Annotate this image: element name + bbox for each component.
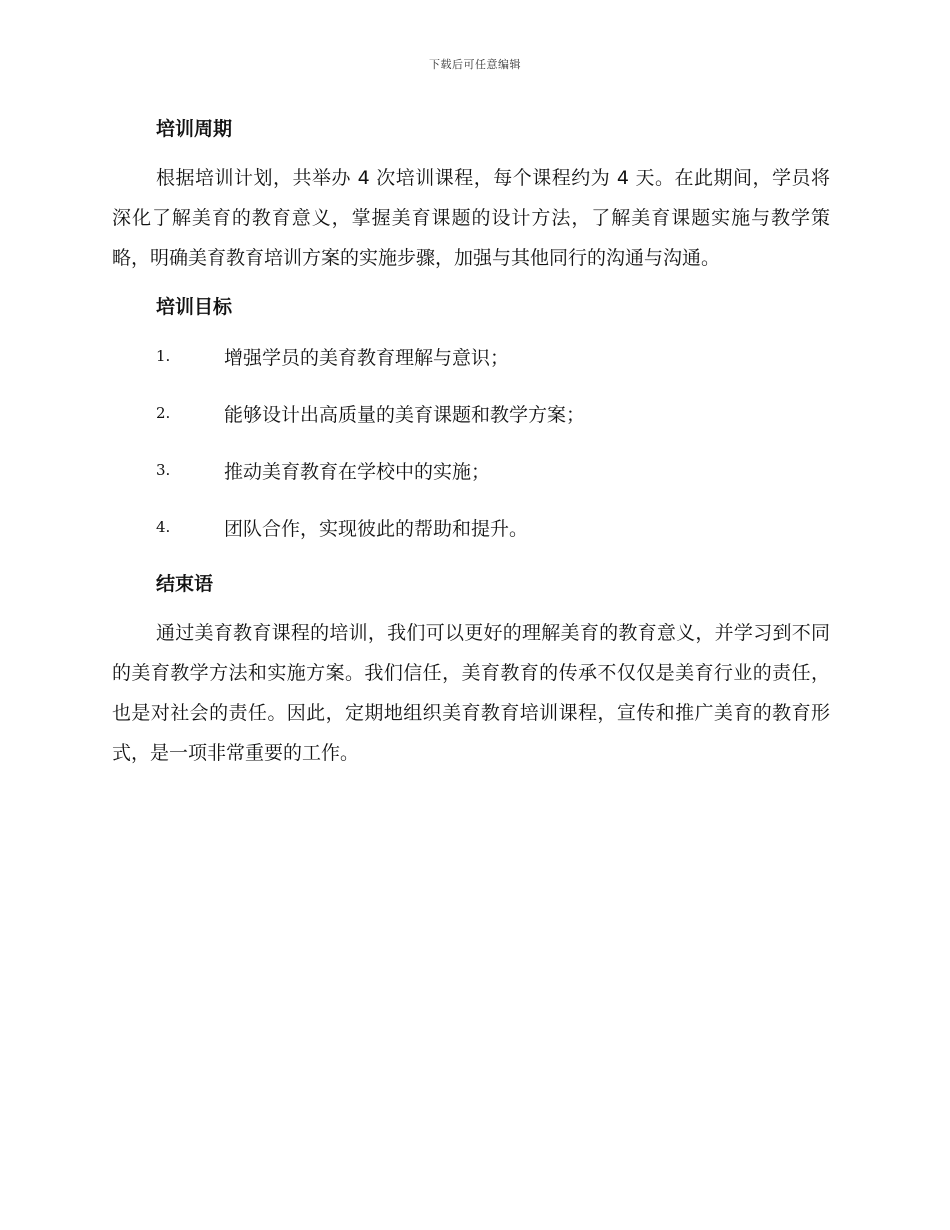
- list-item-text: 增强学员的美育教育理解与意识；: [224, 346, 510, 369]
- list-item-number: 4.: [156, 518, 171, 536]
- list-item-number: 3.: [156, 461, 171, 479]
- list-item: [112, 393, 830, 433]
- list-item-text: 推动美育教育在学校中的实施；: [224, 460, 491, 483]
- period-paragraph: 根据培训计划，共举办 4 次培训课程，每个课程约为 4 天。在此期间，学员将深化了解美育的教育意义，掌握美育课题的设计方法，了解美育课题实施与教学策略，明确美育教育培训方案的实施步骤，加强与其他同行的沟通与沟通。: [112, 167, 830, 269]
- list-item: [112, 507, 830, 547]
- section-heading-period: 培训周期: [156, 118, 233, 140]
- list-item-text: 团队合作，实现彼此的帮助和提升。: [224, 517, 529, 540]
- conclusion-paragraph: 通过美育教育课程的培训，我们可以更好的理解美育的教育意义，并学习到不同的美育教学方法和实施方案。我们信任，美育教育的传承不仅仅是美育行业的责任，也是对社会的责任。因此，定期地组织美育教育培训课程，宣传和推广美育的教育形式，是一项非常重要的工作。: [112, 622, 830, 764]
- section-heading-goals: 培训目标: [156, 296, 233, 318]
- list-item: [112, 450, 830, 490]
- list-item-number: 2.: [156, 404, 171, 422]
- goals-list: [112, 336, 830, 547]
- document-body: [112, 109, 830, 782]
- list-item-text: 能够设计出高质量的美育课题和教学方案；: [224, 403, 586, 426]
- header-note: 下载后可任意编辑: [429, 58, 521, 71]
- section-heading-conclusion: 结束语: [156, 573, 214, 595]
- list-item: [112, 336, 830, 376]
- list-item-number: 1.: [156, 347, 171, 365]
